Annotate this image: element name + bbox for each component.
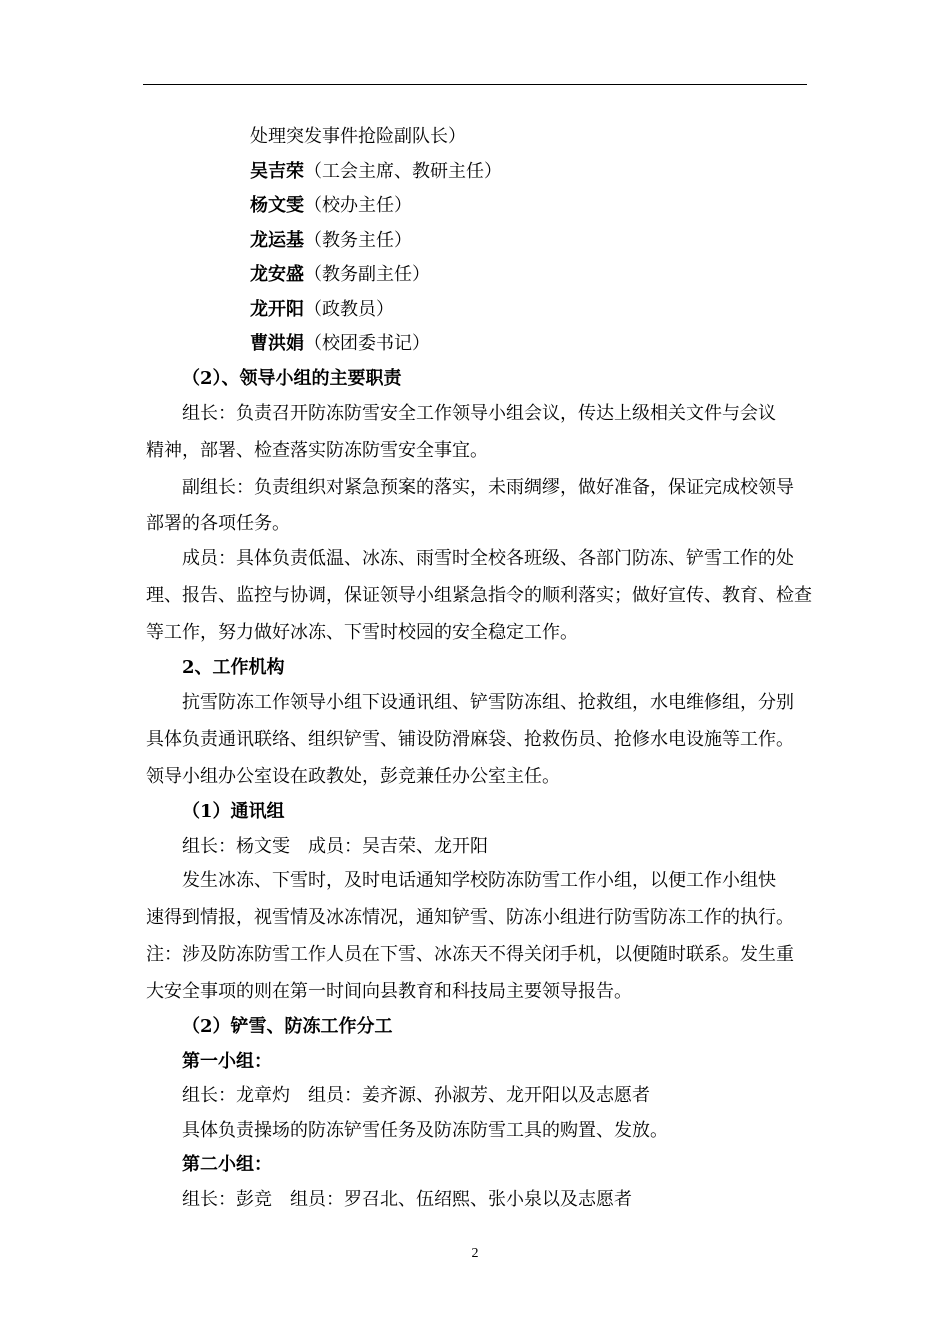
member-role: （教务主任） bbox=[304, 230, 412, 251]
paragraph-line: 组长：负责召开防冻防雪安全工作领导小组会议，传达上级相关文件与会议 bbox=[182, 403, 776, 424]
member-line bbox=[250, 262, 430, 288]
page-number: 2 bbox=[471, 1246, 479, 1261]
group-members: 组员：罗召北、伍绍熙、张小泉以及志愿者 bbox=[290, 1189, 632, 1210]
member-line bbox=[250, 159, 502, 185]
paragraph-line: 副组长：负责组织对紧急预案的落实，未雨绸缪，做好准备，保证完成校领导 bbox=[182, 477, 794, 498]
member-line bbox=[250, 297, 394, 323]
member-line bbox=[250, 193, 412, 219]
group-members: 组员：姜齐源、孙淑芳、龙开阳以及志愿者 bbox=[308, 1085, 650, 1106]
header-rule bbox=[143, 84, 807, 85]
comm-members: 成员：吴吉荣、龙开阳 bbox=[308, 836, 488, 857]
paragraph-line: 抗雪防冻工作领导小组下设通讯组、铲雪防冻组、抢救组，水电维修组，分别 bbox=[182, 692, 794, 713]
section-heading: （1）通讯组 bbox=[182, 801, 285, 822]
paragraph-line: 发生冰冻、下雪时，及时电话通知学校防冻防雪工作小组，以便工作小组快 bbox=[182, 870, 776, 891]
member-line bbox=[250, 331, 430, 357]
paragraph-line: 具体负责通讯联络、组织铲雪、铺设防滑麻袋、抢救伤员、抢修水电设施等工作。 bbox=[146, 729, 794, 750]
group-staff-line bbox=[182, 1187, 632, 1213]
paragraph-line: 领导小组办公室设在政教处，彭竞兼任办公室主任。 bbox=[146, 766, 560, 787]
member-name: 龙运基 bbox=[250, 230, 304, 251]
member-name: 曹洪娟 bbox=[250, 333, 304, 354]
member-name: 龙安盛 bbox=[250, 264, 304, 285]
member-role: （政教员） bbox=[304, 299, 394, 320]
member-line bbox=[250, 228, 412, 254]
member-role: （工会主席、教研主任） bbox=[304, 161, 502, 182]
paragraph-line: 速得到情报，视雪情及冰冻情况，通知铲雪、防冻小组进行防雪防冻工作的执行。 bbox=[146, 907, 794, 928]
group-staff-line bbox=[182, 1083, 650, 1109]
member-role: （教务副主任） bbox=[304, 264, 430, 285]
paragraph-line: 理、报告、监控与协调，保证领导小组紧急指令的顺利落实；做好宣传、教育、检查 bbox=[146, 585, 812, 606]
group-leader: 组长：龙章灼 bbox=[182, 1085, 290, 1106]
section-heading: （2）、领导小组的主要职责 bbox=[182, 368, 402, 389]
section-heading: （2）铲雪、防冻工作分工 bbox=[182, 1016, 393, 1037]
group-title: 第二小组： bbox=[182, 1154, 272, 1175]
member-name: 龙开阳 bbox=[250, 299, 304, 320]
member-name: 杨文雯 bbox=[250, 195, 304, 216]
paragraph-line: 大安全事项的则在第一时间向县教育和科技局主要领导报告。 bbox=[146, 981, 632, 1002]
paragraph-line: 精神，部署、检查落实防冻防雪安全事宜。 bbox=[146, 440, 488, 461]
member-name: 吴吉荣 bbox=[250, 161, 304, 182]
group-leader: 组长：彭竞 bbox=[182, 1189, 272, 1210]
group-task: 具体负责操场的防冻铲雪任务及防冻防雪工具的购置、发放。 bbox=[182, 1120, 668, 1141]
group-title: 第一小组： bbox=[182, 1051, 272, 1072]
paragraph-line: 成员：具体负责低温、冰冻、雨雪时全校各班级、各部门防冻、铲雪工作的处 bbox=[182, 548, 794, 569]
member-continuation: 处理突发事件抢险副队长） bbox=[250, 126, 466, 147]
paragraph-line: 部署的各项任务。 bbox=[146, 513, 290, 534]
comm-staff-line bbox=[182, 834, 488, 860]
comm-leader: 组长：杨文雯 bbox=[182, 836, 290, 857]
paragraph-line: 注：涉及防冻防雪工作人员在下雪、冰冻天不得关闭手机，以便随时联系。发生重 bbox=[146, 944, 794, 965]
section-heading: 2、工作机构 bbox=[182, 657, 285, 678]
paragraph-line: 等工作，努力做好冰冻、下雪时校园的安全稳定工作。 bbox=[146, 622, 578, 643]
member-role: （校办主任） bbox=[304, 195, 412, 216]
member-role: （校团委书记） bbox=[304, 333, 430, 354]
